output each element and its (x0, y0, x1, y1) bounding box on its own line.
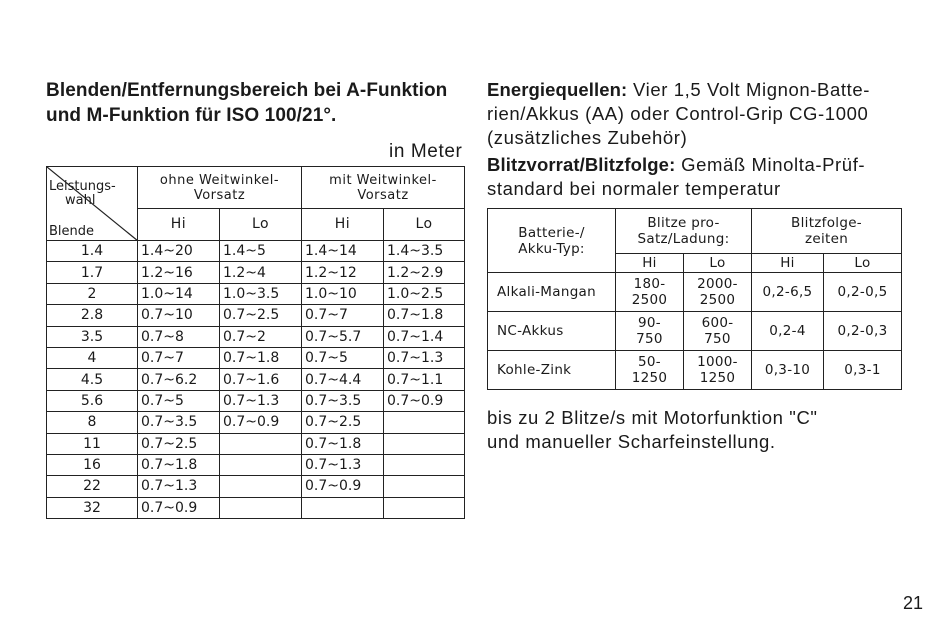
value-cell: 1000- 1250 (684, 351, 752, 390)
range-cell (220, 476, 302, 497)
corner-label-bottom: Blende (49, 224, 95, 239)
range-cell: 0.7~4.4 (302, 369, 384, 390)
footer-line2: und manueller Scharfeinstellung. (487, 431, 776, 452)
aperture-cell: 4.5 (47, 369, 138, 390)
energy-line3: (zusätzliches Zubehör) (487, 127, 688, 148)
aperture-cell: 8 (47, 412, 138, 433)
left-heading-line1: Blenden/Entfernungsbereich bei A-Funktion (46, 80, 448, 101)
sub-header-cell: Lo (824, 254, 902, 273)
range-cell: 0.7~1.3 (220, 390, 302, 411)
table-row (47, 347, 465, 368)
range-cell: 0.7~2.5 (220, 305, 302, 326)
value-cell: 0,3-10 (752, 351, 824, 390)
table-row (488, 312, 902, 351)
range-cell (384, 497, 465, 518)
range-cell: 0.7~8 (138, 326, 220, 347)
energy-paragraph (487, 78, 927, 150)
corner-label-top: Leistungs- (49, 179, 116, 194)
range-cell: 1.0~2.5 (384, 283, 465, 304)
range-cell: 1.2~12 (302, 262, 384, 283)
corner-label-mid: wahl (65, 193, 96, 208)
aperture-cell: 22 (47, 476, 138, 497)
value-cell: 0,2-0,5 (824, 273, 902, 312)
range-cell: 0.7~5 (302, 347, 384, 368)
range-cell (384, 433, 465, 454)
footer-paragraph (487, 406, 927, 454)
value-cell: 180- 2500 (616, 273, 684, 312)
table-row (47, 433, 465, 454)
value-cell: 90- 750 (616, 312, 684, 351)
unit-label: in Meter (389, 141, 463, 162)
sub-header-cell: Lo (684, 254, 752, 273)
value-cell: 0,2-4 (752, 312, 824, 351)
footer-line1: bis zu 2 Blitze/s mit Motorfunktion "C" (487, 407, 818, 428)
range-cell: 0.7~1.8 (384, 305, 465, 326)
aperture-cell: 2 (47, 283, 138, 304)
table-row (47, 369, 465, 390)
flash-line2: standard bei normaler temperatur (487, 178, 781, 199)
range-cell: 0.7~5.7 (302, 326, 384, 347)
range-cell: 1.4~20 (138, 241, 220, 262)
sub-header-cell: Lo (384, 209, 465, 241)
table-corner-cell (47, 167, 138, 241)
table-row (47, 390, 465, 411)
sub-header-cell: Hi (616, 254, 684, 273)
range-cell: 0.7~1.6 (220, 369, 302, 390)
range-cell: 1.4~5 (220, 241, 302, 262)
range-cell (384, 454, 465, 475)
aperture-cell: 2.8 (47, 305, 138, 326)
range-cell: 0.7~1.8 (220, 347, 302, 368)
aperture-cell: 5.6 (47, 390, 138, 411)
range-cell: 0.7~2.5 (138, 433, 220, 454)
value-cell: 2000- 2500 (684, 273, 752, 312)
energy-line2: rien/Akkus (AA) oder Control-Grip CG-1000 (487, 103, 869, 124)
range-cell: 0.7~2 (220, 326, 302, 347)
table-row (47, 412, 465, 433)
range-cell (220, 454, 302, 475)
table-row (47, 305, 465, 326)
battery-type-header: Batterie-/ Akku-Typ: (488, 209, 616, 273)
range-cell: 0.7~1.3 (302, 454, 384, 475)
energy-label: Energiequellen: (487, 79, 628, 100)
range-cell: 1.0~3.5 (220, 283, 302, 304)
range-cell: 0.7~1.8 (302, 433, 384, 454)
range-cell: 1.4~14 (302, 241, 384, 262)
aperture-cell: 3.5 (47, 326, 138, 347)
group-header-no-wide: ohne Weitwinkel- Vorsatz (138, 167, 302, 209)
aperture-cell: 1.4 (47, 241, 138, 262)
table-row (47, 326, 465, 347)
group-header-wide: mit Weitwinkel- Vorsatz (302, 167, 465, 209)
aperture-cell: 11 (47, 433, 138, 454)
range-cell: 0.7~0.9 (220, 412, 302, 433)
range-cell: 0.7~7 (138, 347, 220, 368)
page-number: 21 (903, 593, 924, 613)
flash-range-table (46, 166, 465, 519)
range-cell (220, 497, 302, 518)
sub-header-cell: Hi (302, 209, 384, 241)
battery-type-cell: Kohle-Zink (488, 351, 616, 390)
battery-type-cell: Alkali-Mangan (488, 273, 616, 312)
sequence-header: Blitzfolge- zeiten (752, 209, 902, 254)
range-cell: 0.7~1.8 (138, 454, 220, 475)
value-cell: 600- 750 (684, 312, 752, 351)
range-cell: 0.7~7 (302, 305, 384, 326)
range-cell: 0.7~1.3 (384, 347, 465, 368)
table-row (47, 476, 465, 497)
range-cell: 0.7~5 (138, 390, 220, 411)
range-cell: 1.2~16 (138, 262, 220, 283)
left-heading (46, 78, 447, 128)
range-cell: 0.7~1.4 (384, 326, 465, 347)
energy-line1: Vier 1,5 Volt Mignon-Batte- (627, 79, 870, 100)
value-cell: 0,2-0,3 (824, 312, 902, 351)
table-row (47, 454, 465, 475)
range-cell: 0.7~6.2 (138, 369, 220, 390)
table-row (488, 273, 902, 312)
value-cell: 50- 1250 (616, 351, 684, 390)
sub-header-cell: Lo (220, 209, 302, 241)
range-cell: 1.0~10 (302, 283, 384, 304)
range-cell (220, 433, 302, 454)
range-cell: 1.2~2.9 (384, 262, 465, 283)
table-row (47, 262, 465, 283)
range-cell: 0.7~3.5 (138, 412, 220, 433)
value-cell: 0,3-1 (824, 351, 902, 390)
battery-type-cell: NC-Akkus (488, 312, 616, 351)
range-cell (384, 412, 465, 433)
range-cell: 0.7~0.9 (302, 476, 384, 497)
range-cell: 0.7~0.9 (384, 390, 465, 411)
table-row (47, 497, 465, 518)
aperture-cell: 32 (47, 497, 138, 518)
range-cell: 0.7~3.5 (302, 390, 384, 411)
left-heading-line2: und M-Funktion für ISO 100/21°. (46, 105, 337, 126)
sub-header-cell: Hi (752, 254, 824, 273)
range-cell: 0.7~10 (138, 305, 220, 326)
per-charge-header: Blitze pro- Satz/Ladung: (616, 209, 752, 254)
flash-line1: Gemäß Minolta-Prüf- (675, 154, 866, 175)
table-row (488, 351, 902, 390)
range-cell: 0.7~1.3 (138, 476, 220, 497)
range-cell: 1.2~4 (220, 262, 302, 283)
table-row (47, 283, 465, 304)
range-cell: 0.7~0.9 (138, 497, 220, 518)
range-cell (302, 497, 384, 518)
aperture-cell: 16 (47, 454, 138, 475)
table-row (47, 241, 465, 262)
aperture-cell: 4 (47, 347, 138, 368)
range-cell: 0.7~1.1 (384, 369, 465, 390)
aperture-cell: 1.7 (47, 262, 138, 283)
value-cell: 0,2-6,5 (752, 273, 824, 312)
range-cell: 0.7~2.5 (302, 412, 384, 433)
range-cell: 1.0~14 (138, 283, 220, 304)
range-cell (384, 476, 465, 497)
sub-header-cell: Hi (138, 209, 220, 241)
flash-label: Blitzvorrat/Blitzfolge: (487, 154, 676, 175)
range-cell: 1.4~3.5 (384, 241, 465, 262)
flash-paragraph (487, 153, 927, 201)
battery-table (487, 208, 902, 390)
